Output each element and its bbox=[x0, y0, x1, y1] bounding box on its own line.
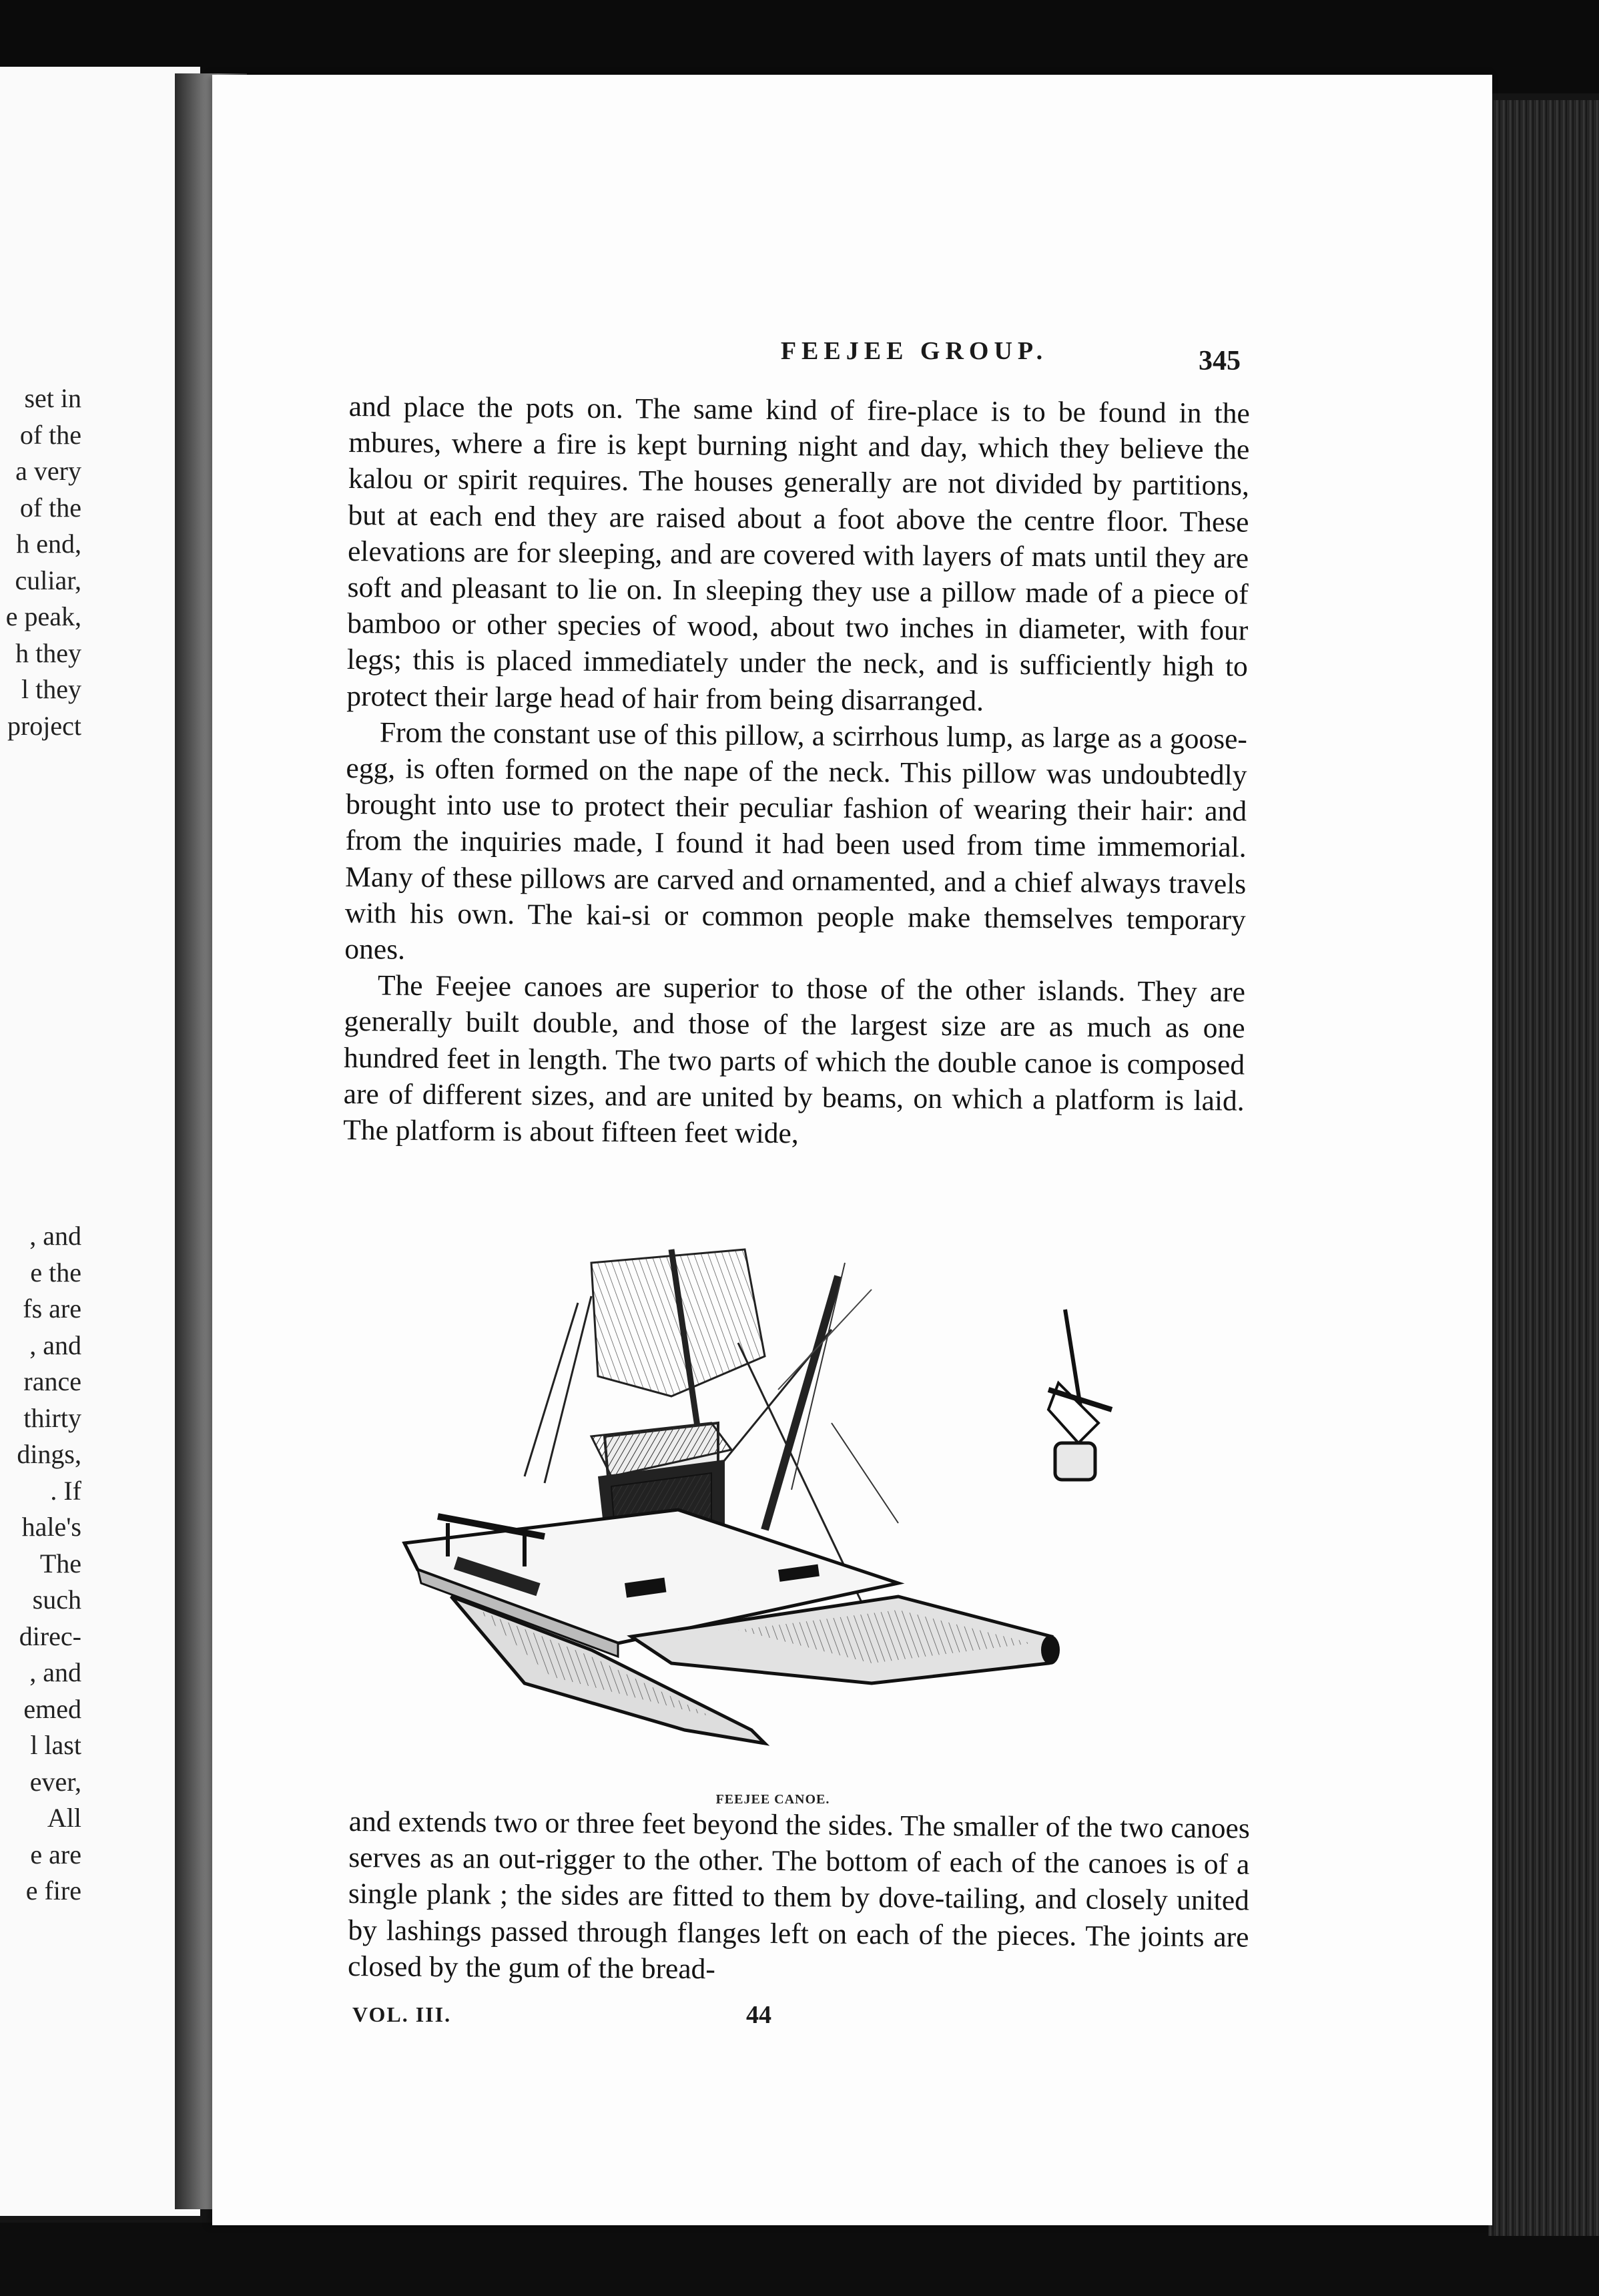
footer-signature: 44 bbox=[746, 2001, 771, 2029]
page-edges bbox=[1488, 100, 1599, 2236]
paragraph: and place the pots on. The same kind of fire-place is to be found in the mbures, where a fire is kept burning night and day, which they believe the kalou or spirit requires. The houses generally are not divided by partitions, but at each end they are raised about a foot above the centre floor. These elevations are for sleeping, and are covered with layers of mats until they are soft and pleasant to lie on. In sleeping they use a pillow made of a piece of bamboo or other species of wood, about two inches in diameter, with four legs; this is placed immediately under the neck, and is sufficiently high to protect their large head of hair from being disarranged. bbox=[346, 390, 1250, 718]
left-page-text-fragment: l they bbox=[21, 674, 81, 704]
book-page bbox=[212, 75, 1492, 2225]
text-block-top bbox=[343, 388, 1250, 1155]
canoe-illustration bbox=[391, 1223, 1139, 1783]
left-page-text-fragment: hale's bbox=[21, 1512, 81, 1542]
left-page-text-fragment: thirty bbox=[23, 1402, 81, 1433]
left-page-text-fragment: set in bbox=[24, 383, 81, 413]
scan-background-bottom bbox=[0, 2223, 1599, 2296]
left-page-text-fragment: culiar, bbox=[15, 565, 81, 595]
left-page-text-fragment: All bbox=[47, 1803, 81, 1833]
left-page-text-fragment: e are bbox=[30, 1839, 81, 1870]
left-page-text-fragment: . If bbox=[50, 1475, 81, 1506]
paragraph: From the constant use of this pillow, a scirrhous lump, as large as a goose-egg, is often formed on the nape of the neck. This pillow was undoubtedly brought into use to protect their peculiar fashion of wearing their hair: and from the inquiries made, I found it had been used from time immemorial. Many of these pillows are carved and ornamented, and a chief always travels with his own. The kai-si or common people make themselves temporary ones. bbox=[344, 716, 1248, 966]
left-page-text-fragment: ever, bbox=[29, 1766, 81, 1797]
left-page-text-fragment: h they bbox=[15, 637, 81, 668]
paragraph: and extends two or three feet beyond the sides. The smaller of the two canoes serves as an out-rigger to the other. The bottom of each of the canoes is of a single plank ; the sides are fitted to them by dove-tailing, and closely united by lashings passed through flanges left on each of the pieces. The joints are closed by the gum of the bread- bbox=[347, 1805, 1250, 1986]
left-page-text-fragment: e the bbox=[30, 1257, 81, 1287]
left-page-text-fragment: The bbox=[39, 1548, 81, 1579]
left-page-text-fragment: e peak, bbox=[5, 601, 81, 631]
left-page-text-fragment: project bbox=[7, 710, 81, 741]
left-page-text-fragment: emed bbox=[23, 1693, 81, 1724]
footer-volume: VOL. III. bbox=[352, 2002, 452, 2026]
figure-caption: FEEJEE CANOE. bbox=[715, 1792, 830, 1807]
left-page-text-fragment: of the bbox=[19, 492, 81, 523]
left-page-text-fragment: direc- bbox=[19, 1621, 81, 1651]
left-page-text-fragment: of the bbox=[19, 419, 81, 450]
left-page-text-fragment: , and bbox=[29, 1221, 81, 1251]
left-page-text-fragment: h end, bbox=[16, 529, 81, 559]
left-page-text-fragment: l last bbox=[30, 1730, 81, 1760]
running-head: FEEJEE GROUP. bbox=[780, 337, 1048, 365]
left-page-text-fragment: dings, bbox=[17, 1439, 81, 1469]
paragraph: The Feejee canoes are superior to those of the other islands. They are generally built double, and those of the largest size are as much as one hundred feet in length. The two parts of which the double canoe is composed are of different sizes, and are united by beams, on which a platform is laid. The platform is about fifteen feet wide, bbox=[343, 969, 1246, 1150]
left-page-text-fragment: , and bbox=[29, 1657, 81, 1687]
text-block-bottom bbox=[348, 1803, 1250, 1992]
left-page-text-fragment: fs are bbox=[23, 1294, 81, 1324]
left-page-text-fragment: such bbox=[32, 1585, 81, 1615]
left-page-text-fragment: e fire bbox=[25, 1876, 81, 1906]
left-page-text-fragment: rance bbox=[23, 1366, 81, 1396]
page-number: 345 bbox=[1199, 346, 1241, 376]
left-page-text-fragment: , and bbox=[29, 1330, 81, 1360]
facing-page-left bbox=[0, 67, 200, 2216]
left-page-text-fragment: a very bbox=[15, 456, 81, 486]
